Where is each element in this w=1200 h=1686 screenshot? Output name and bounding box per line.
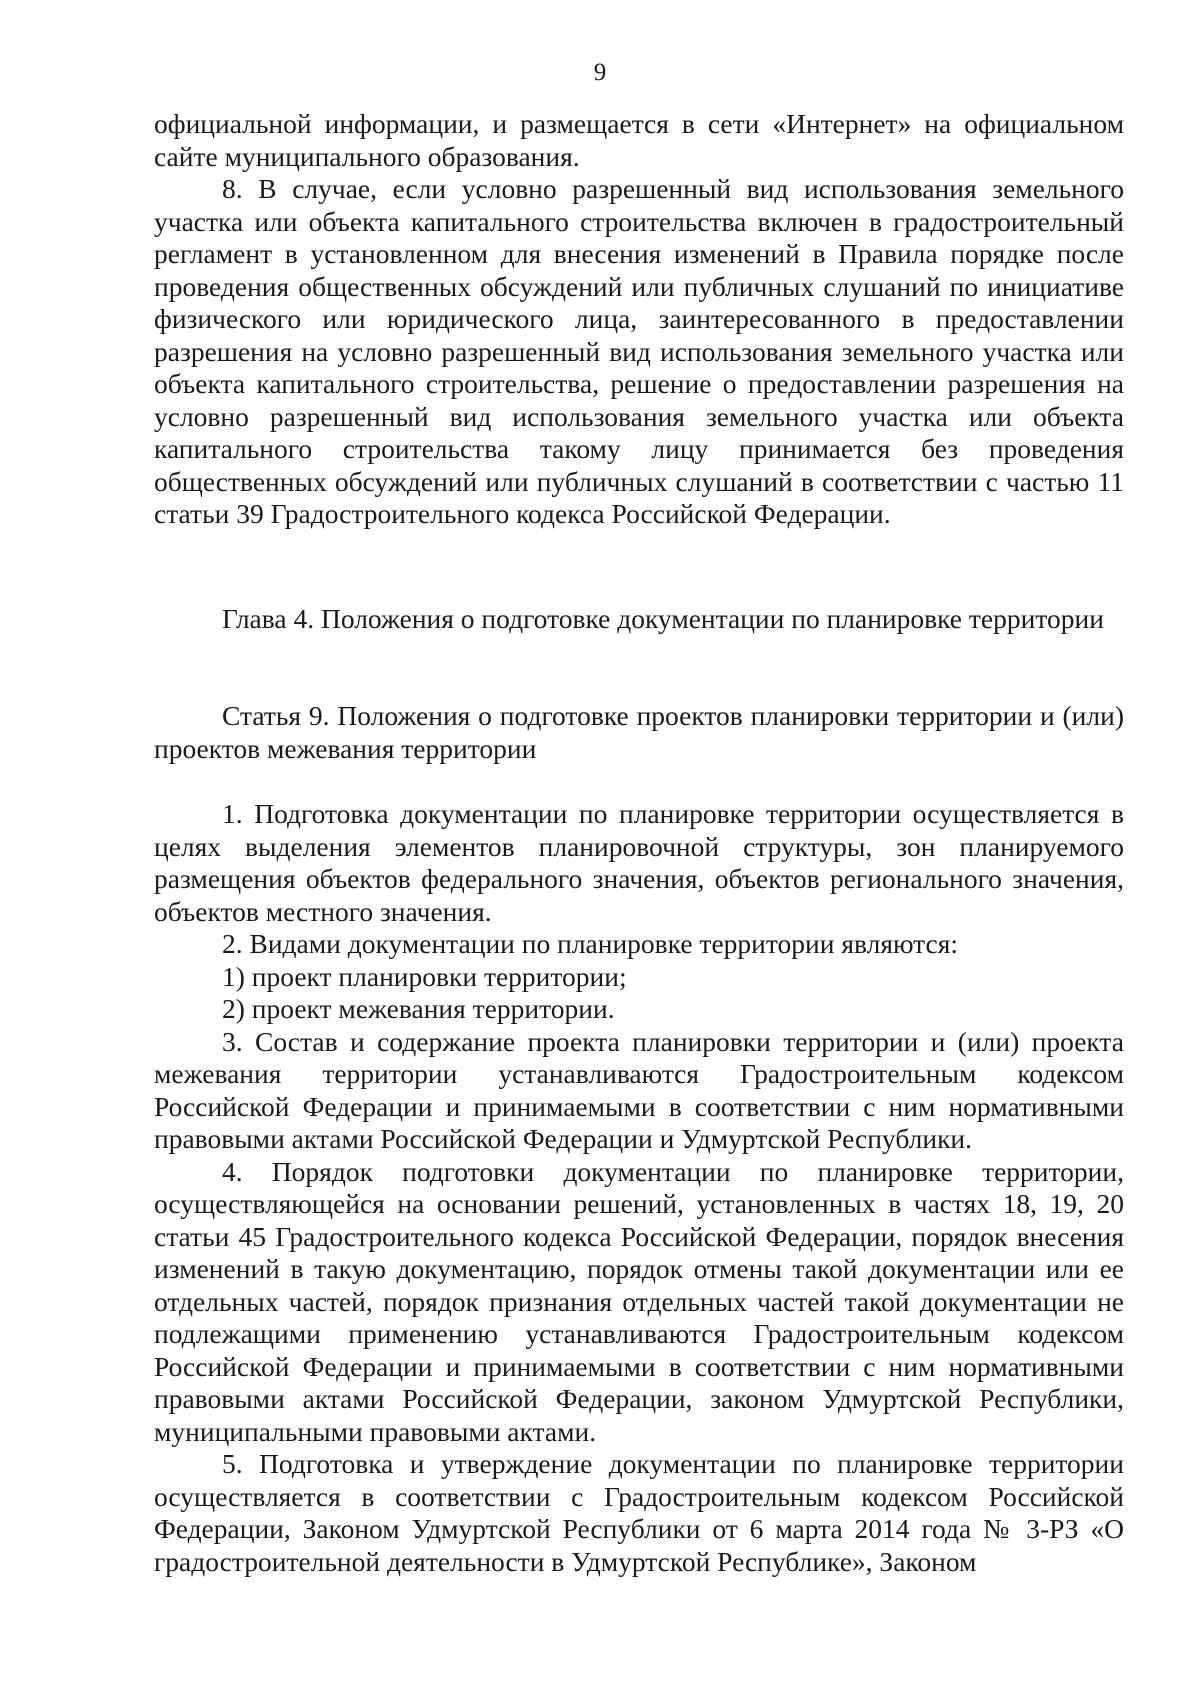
article-body bbox=[154, 798, 1124, 1578]
chapter-heading: Глава 4. Положения о подготовке документации по планировке территории bbox=[222, 603, 1104, 634]
list-item-1: 1) проект планировки территории; bbox=[222, 960, 627, 992]
paragraph-item-2: 2. Видами документации по планировке территории являются: bbox=[222, 928, 959, 959]
paragraph-item-3: 3. Состав и содержание проекта планировки территории и (или) проекта межевания территории устанавливаются Градостроительным кодексом Российской Федерации и принимаемыми в соответствии с ним нормативными правовыми актами Российской Федерации и Удмуртской Республики. bbox=[154, 1025, 1124, 1154]
document-body bbox=[154, 108, 1124, 531]
paragraph-item-8: 8. В случае, если условно разрешенный вид использования земельного участка или объекта капитального строительства включен в градостроительный регламент в установленном для внесения изменений в Правила порядке после проведения общественных обсуждений или публичных слушаний по инициативе физического или юридического лица, заинтересованного в предоставлении разрешения на условно разрешенный вид использования земельного участка или объекта капитального строительства, решение о предоставлении разрешения на условно разрешенный вид использования земельного участка или объекта капитального строительства такому лицу принимается без проведения общественных обсуждений или публичных слушаний в соответствии с частью 11 статьи 39 Градостроительного кодекса Российской Федерации. bbox=[154, 173, 1124, 529]
page-number: 9 bbox=[593, 59, 607, 86]
chapter-block bbox=[154, 603, 1124, 636]
paragraph-item-1: 1. Подготовка документации по планировке территории осуществляется в целях выделения элементов планировочной структуры, зон планируемого размещения объектов федерального значения, объектов регионального значения, объектов местного значения. bbox=[154, 798, 1124, 927]
article-block bbox=[154, 700, 1124, 765]
paragraph-item-4: 4. Порядок подготовки документации по планировке территории, осуществляющейся на основании решений, установленных в частях 18, 19, 20 статьи 45 Градостроительного кодекса Российской Федерации, порядок внесения изменений в такую документацию, порядок отмены такой документации или ее отдельных частей, порядок признания отдельных частей такой документации не подлежащими применению устанавливаются Градостроительным кодексом Российской Федерации и принимаемыми в соответствии с ним нормативными правовыми актами Российской Федерации, законом Удмуртской Республики, муниципальными правовыми актами. bbox=[154, 1155, 1124, 1447]
article-heading: Статья 9. Положения о подготовке проектов планировки территории и (или) проектов межевания территории bbox=[154, 700, 1124, 764]
paragraph-continuation: официальной информации, и размещается в сети «Интернет» на официальном сайте муниципального образования. bbox=[154, 108, 1124, 172]
paragraph-item-5: 5. Подготовка и утверждение документации по планировке территории осуществляется в соответствии с Градостроительным кодексом Российской Федерации, Законом Удмуртской Республики от 6 марта 2014 года № 3-РЗ «О градостроительной деятельности в Удмуртской Республике», Законом bbox=[154, 1448, 1124, 1577]
list-item-2: 2) проект межевания территории. bbox=[222, 993, 615, 1024]
